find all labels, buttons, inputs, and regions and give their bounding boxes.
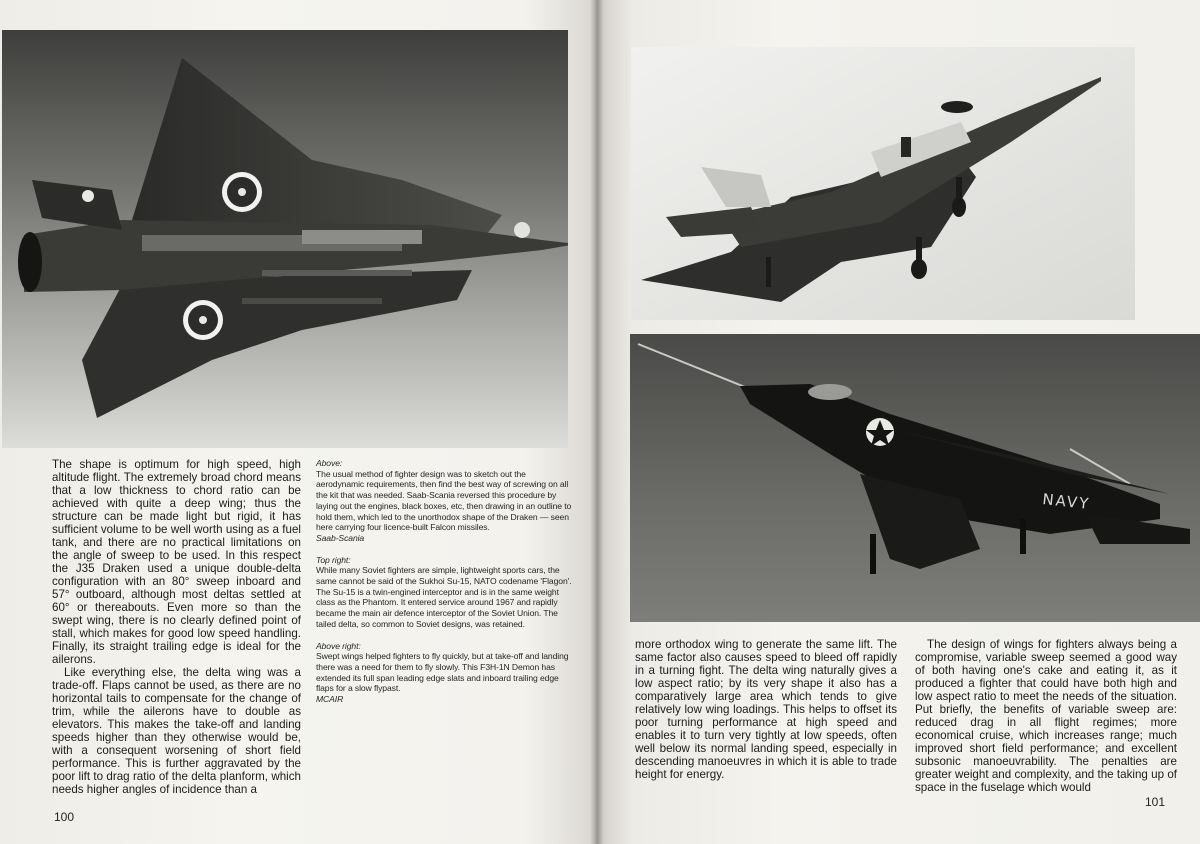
caption-above-right-heading: Above right: [316, 640, 361, 651]
right-col1-paragraph: more orthodox wing to generate the same lift. The same factor also causes speed to bleed off rapidly in a turning fight. The delta wing naturally gives a low aspect ratio; by its very shape it also has a comparatively large area which tends to give relatively low wing loadings. This helps to offset its poor turning performance at high speed and enables it to turn very tightly at low speeds, often well below its normal landing speed, especially in descending manoeuvres in which it is able to trade height for energy. [635, 638, 897, 781]
caption-above-right-credit: MCAIR [316, 694, 344, 705]
right-body-column-2 [915, 638, 1177, 794]
right-body-column-1 [635, 638, 897, 781]
right-page-number: 101 [1145, 795, 1166, 809]
book-gutter [590, 0, 604, 844]
caption-above-right [316, 641, 572, 705]
draken-photo-svg [2, 30, 568, 448]
demon-photo [630, 334, 1200, 622]
caption-top-right-text: While many Soviet fighters are simple, lightweight sports cars, the same cannot be said of the Sukhoi Su-15, NATO codename 'Flagon'. The Su-15 is a twin-engined interceptor and is in the same weight class as the Phantom. It entered service around 1967 and rapidly became the main air defence interceptor of the Soviet Union. The tailed delta, so common to Soviet designs, was retained. [316, 565, 572, 629]
caption-above-credit: Saab-Scania [316, 532, 365, 543]
right-col2-paragraph: The design of wings for fighters always being a compromise, variable sweep seemed a good way of both having one's cake and eating it, as it produced a fighter that could have both high and low aspect ratio to meet the needs of the situation. Put briefly, the benefits of variable sweep are: reduced drag in all flight regimes; more economical cruise, which increases range; much improved short field performance; and excellent subsonic manoeuvrability. The penalties are greater weight and complexity, and the taking up of space in the fuselage which would [915, 638, 1177, 794]
right-page [597, 0, 1200, 844]
left-page [0, 0, 597, 844]
captions-column [316, 458, 572, 716]
draken-photo [2, 30, 568, 448]
left-body-paragraph-2: Like everything else, the delta wing was a trade-off. Flaps cannot be used, as there are no horizontal tails to compensate for the change of trim, while the ailerons have to double as elevators. This makes the take-off and landing speeds higher than they otherwise would be, with a consequent worsening of short field performance. This is further aggravated by the poor lift to drag ratio of the delta planform, which needs higher angles of incidence than a [52, 666, 301, 796]
caption-above-right-text: Swept wings helped fighters to fly quickly, but at take-off and landing there was a need for them to fly slowly. This F3H-1N Demon has extended its full span leading edge slats and inboard trailing edge flaps for a slow flypast. [316, 651, 569, 694]
caption-top-right-heading: Top right: [316, 554, 351, 565]
navy-marking: NAVY [1041, 490, 1092, 513]
su15-photo [631, 47, 1135, 320]
left-body-text [52, 458, 301, 796]
caption-above-text: The usual method of fighter design was to sketch out the aerodynamic requirements, then find the best way of screwing on all the kit that was needed. Saab-Scania reversed this procedure by laying out the engines, black boxes, etc, then drawing in an outline to hold them, which led to the unorthodox shape of the Draken — seen here carrying four licence-built Falcon missiles. [316, 468, 572, 533]
left-body-paragraph-1: The shape is optimum for high speed, high altitude flight. The extremely broad chord means that a low thickness to chord ratio can be achieved with quite a deep wing; thus the structure can be made light but rigid, it has sufficient volume to be well worth using as a fuel tank, and there are no practical limitations on the angle of sweep to be used. In this respect the J35 Draken used a unique double-delta configuration with an 80° sweep inboard and 57° outboard, although most deltas settled at 60° or thereabouts. Even more so than the swept wing, there is no clearly defined point of stall, which makes for good low speed handling. Finally, its straight trailing edge is ideal for the ailerons. [52, 458, 301, 666]
caption-above [316, 458, 572, 544]
caption-above-heading: Above: [316, 458, 343, 468]
left-page-number: 100 [54, 810, 75, 824]
su15-photo-svg [631, 47, 1135, 320]
caption-top-right [316, 555, 572, 630]
demon-photo-svg [630, 334, 1200, 622]
